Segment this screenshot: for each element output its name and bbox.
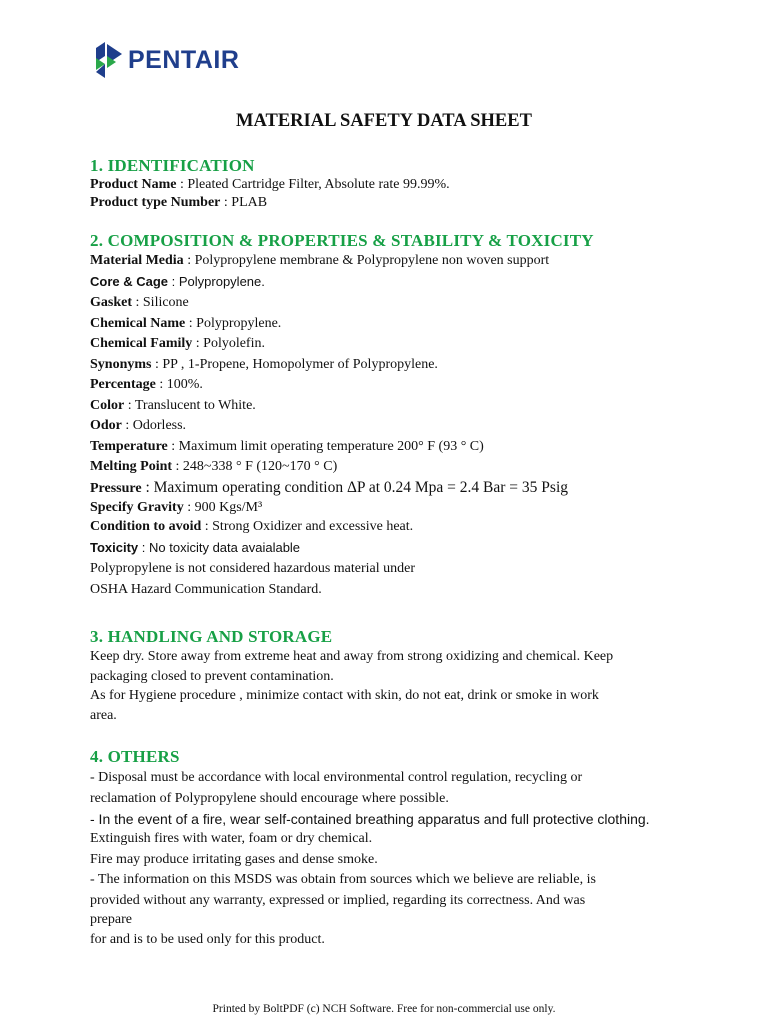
note-line: Polypropylene is not considered hazardous material under [90, 561, 416, 576]
text-line: As for Hygiene procedure , minimize contact with skin, do not eat, drink or smoke in work [90, 688, 599, 703]
gasket-row [90, 293, 690, 314]
field-label: Core & Cage [90, 273, 169, 289]
section-heading: 1. IDENTIFICATION [90, 156, 255, 175]
field-label: Temperature [90, 438, 168, 454]
toxicity-row [90, 538, 690, 560]
text-line: for and is to be used only for this product. [90, 932, 325, 947]
field-label: Melting Point [90, 459, 173, 474]
field-value: : No toxicity data avaialable [138, 539, 301, 555]
color-row [90, 396, 690, 417]
field-value: : PP , 1-Propene, Homopolymer of Polypropylene. [151, 356, 438, 372]
field-label: Gasket [90, 295, 132, 310]
logo-text: PENTAIR [128, 45, 240, 74]
field-label: Specify Gravity [90, 500, 184, 515]
product-type-row [90, 194, 690, 212]
field-value: : 248~338 ° F (120~170 ° C) [172, 459, 338, 474]
synonyms-row [90, 355, 690, 376]
field-value: : Strong Oxidizer and excessive heat. [201, 519, 414, 534]
pentair-logo-icon [96, 42, 122, 78]
note-line: OSHA Hazard Communication Standard. [90, 581, 322, 597]
text-line: Fire may produce irritating gases and dense smoke. [90, 851, 378, 867]
text-line: packaging closed to prevent contamination. [90, 668, 334, 684]
field-value: : PLAB [220, 195, 268, 210]
field-label: Synonyms [90, 356, 152, 372]
field-value: : 100%. [155, 377, 203, 392]
field-label: Condition to avoid [90, 519, 202, 534]
pressure-row [90, 478, 690, 500]
section-heading: 4. OTHERS [90, 747, 180, 766]
field-label: Pressure [90, 480, 142, 496]
field-label: Toxicity [90, 539, 139, 555]
section-composition [90, 231, 690, 600]
footer-text: Printed by BoltPDF (c) NCH Software. Free for non-commercial use only. [212, 1003, 556, 1015]
document-title: MATERIAL SAFETY DATA SHEET [236, 111, 532, 131]
field-label: Percentage [90, 377, 156, 392]
section-handling [90, 627, 690, 725]
chemical-name-row [90, 314, 690, 335]
material-media-row [90, 251, 690, 272]
text-line: - In the event of a fire, wear self-contained breathing apparatus and full protective clothing. [90, 811, 650, 827]
section-identification [90, 156, 690, 212]
field-value: : Maximum operating condition ΔP at 0.24 Mpa = 2.4 Bar = 35 Psig [141, 478, 568, 496]
text-line: provided without any warranty, expressed or implied, regarding its correctness. And was [90, 892, 586, 908]
text-line: - The information on this MSDS was obtain from sources which we believe are reliable, is [90, 872, 596, 887]
chemical-family-row [90, 334, 690, 355]
text-line: Extinguish fires with water, foam or dry chemical. [90, 831, 373, 846]
field-value: : Odorless. [121, 418, 187, 433]
field-value: : 900 Kgs/M³ [183, 500, 263, 515]
melting-point-row [90, 457, 690, 478]
core-cage-row [90, 272, 690, 294]
field-value: : Pleated Cartridge Filter, Absolute rate 99.99%. [176, 177, 450, 192]
percentage-row [90, 375, 690, 396]
temperature-row [90, 437, 690, 458]
text-line: - Disposal must be accordance with local environmental control regulation, recycling or [90, 770, 583, 785]
section-heading: 2. COMPOSITION & PROPERTIES & STABILITY & TOXICITY [90, 231, 594, 250]
condition-row [90, 517, 690, 538]
field-value: : Polyolefin. [192, 336, 265, 351]
field-label: Chemical Family [90, 336, 193, 351]
field-label: Product type Number [90, 195, 221, 210]
section-heading: 3. HANDLING AND STORAGE [90, 627, 333, 646]
section-others [90, 747, 690, 950]
field-value: : Silicone [132, 295, 189, 310]
field-value: : Translucent to White. [124, 397, 256, 413]
field-value: : Polypropylene. [168, 273, 265, 289]
product-name-row [90, 176, 690, 194]
text-line: area. [90, 707, 117, 723]
field-label: Product Name [90, 177, 177, 192]
field-value: : Polypropylene membrane & Polypropylene non woven support [183, 253, 550, 268]
specific-gravity-row [90, 499, 690, 517]
field-value: : Maximum limit operating temperature 200° F (93 ° C) [167, 438, 484, 454]
text-line: reclamation of Polypropylene should encourage where possible. [90, 791, 449, 806]
field-label: Material Media [90, 253, 184, 268]
company-logo [96, 42, 239, 78]
odor-row [90, 416, 690, 437]
field-label: Color [90, 397, 125, 413]
text-line: prepare [90, 912, 132, 927]
text-line: Keep dry. Store away from extreme heat and away from strong oxidizing and chemical. Keep [90, 649, 614, 664]
field-label: Chemical Name [90, 315, 186, 331]
field-value: : Polypropylene. [185, 315, 282, 331]
field-label: Odor [90, 418, 122, 433]
